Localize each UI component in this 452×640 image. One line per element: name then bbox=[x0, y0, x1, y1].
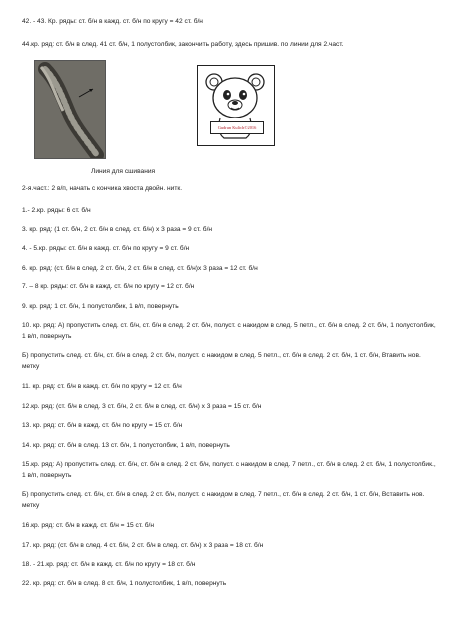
pattern-line-10b: Б) пропустить след. ст. б/н, ст. б/н в след. 2 ст. б/н, полуст. с накидом в след. 5 петл., ст. б/н в след. 2 ст. б/н, 1 ст. б/н, Втавить нов. метку bbox=[22, 352, 421, 370]
pattern-line-18-21: 18. - 21.кр. ряд: ст. б/н в кажд. ст. б/н по кругу = 18 ст. б/н bbox=[22, 561, 196, 568]
pattern-line-7-8: 7. – 8 кр. ряды: ст. б/н в кажд. ст. б/н по кругу = 12 ст. б/н bbox=[22, 283, 195, 290]
pattern-line-part2: 2-я.част.: 2 в/п, начать с кончика хвоста двойн. нитк. bbox=[22, 185, 183, 192]
pattern-line-12: 12.кр. ряд: (ст. б/н в след. 3 ст. б/н, 2 ст. б/н в след. ст. б/н) х 3 раза = 15 ст. б/н bbox=[22, 403, 262, 410]
signature-sign: Gudrun Kulich©2016 bbox=[210, 121, 264, 134]
pattern-line-14: 14. кр. ряд: ст. б/н в след. 13 ст. б/н, 1 полустолбик, 1 в/п, повернуть bbox=[22, 442, 230, 449]
pattern-line-4-5: 4. - 5.кр. ряды: ст. б/н в кажд. ст. б/н по кругу = 9 ст. б/н bbox=[22, 245, 190, 252]
pattern-line-22: 22. кр. ряд: ст. б/н в след. 8 ст. б/н, 1 полустолбик, 1 в/п, повернуть bbox=[22, 580, 227, 587]
pattern-line-16: 16.кр. ряд: ст. б/н в кажд. ст. б/н = 15 ст. б/н bbox=[22, 522, 155, 529]
bear-illustration bbox=[197, 65, 275, 146]
photo-caption: Линия для сшивания bbox=[91, 168, 156, 175]
tail-photo bbox=[34, 60, 106, 159]
pattern-line-42-43: 42. - 43. Кр. ряды: ст. б/н в кажд. ст. б/н по кругу = 42 ст. б/н bbox=[22, 18, 203, 25]
pattern-line-3: 3. кр. ряд: (1 ст. б/н, 2 ст. б/н в след. ст. б/н) х 3 раза = 9 ст. б/н bbox=[22, 226, 213, 233]
pattern-line-1-2: 1.- 2.кр. ряды: 6 ст. б/н bbox=[22, 207, 91, 214]
pattern-line-17: 17. кр. ряд: (ст. б/н в след. 4 ст. б/н, 2 ст. б/н в след. ст. б/н) х 3 раза = 18 ст. б/н bbox=[22, 542, 264, 549]
pattern-line-11: 11. кр. ряд: ст. б/н в кажд. ст. б/н по кругу = 12 ст. б/н bbox=[22, 383, 182, 390]
pattern-line-15a: 15.кр. ряд: А) пропустить след. ст. б/н, ст. б/н в след. 2 ст. б/н, полуст. с накидом в след. 7 петл., ст. б/н в след. 2 ст. б/н, 1 полустолбик., 1 в/п, повернуть bbox=[22, 461, 436, 479]
pattern-line-15b: Б) пропустить след. ст. б/н, ст. б/н в след. 2 ст. б/н, полуст. с накидом в след. 7 петл., ст. б/н в след. 2 ст. б/н, 1 ст. б/н, Вставить нов. метку bbox=[22, 491, 425, 509]
pattern-line-44: 44.кр. ряд: ст. б/н в след. 41 ст. б/н, 1 полустолбик, закончить работу, здесь пришив. по линии для 2.част. bbox=[22, 41, 344, 48]
tail-photo-drawing bbox=[35, 61, 105, 158]
pattern-line-9: 9. кр. ряд: 1 ст. б/н, 1 полустолбик, 1 в/п, повернуть bbox=[22, 303, 179, 310]
pattern-line-13: 13. кр. ряд: ст. б/н в кажд. ст. б/н по кругу = 15 ст. б/н bbox=[22, 422, 183, 429]
pattern-line-10a: 10. кр. ряд: А) пропустить след. ст. б/н, ст. б/н в след. 2 ст. б/н, полуст. с накидом в след. 5 петл., ст. б/н в след. 2 ст. б/н, 1 полустолбик, 1 в/п, повернуть bbox=[22, 322, 436, 340]
pattern-line-6: 6. кр. ряд: (ст. б/н в след. 2 ст. б/н, 2 ст. б/н в след. ст. б/н)х 3 раза = 12 ст. б/н bbox=[22, 265, 258, 272]
